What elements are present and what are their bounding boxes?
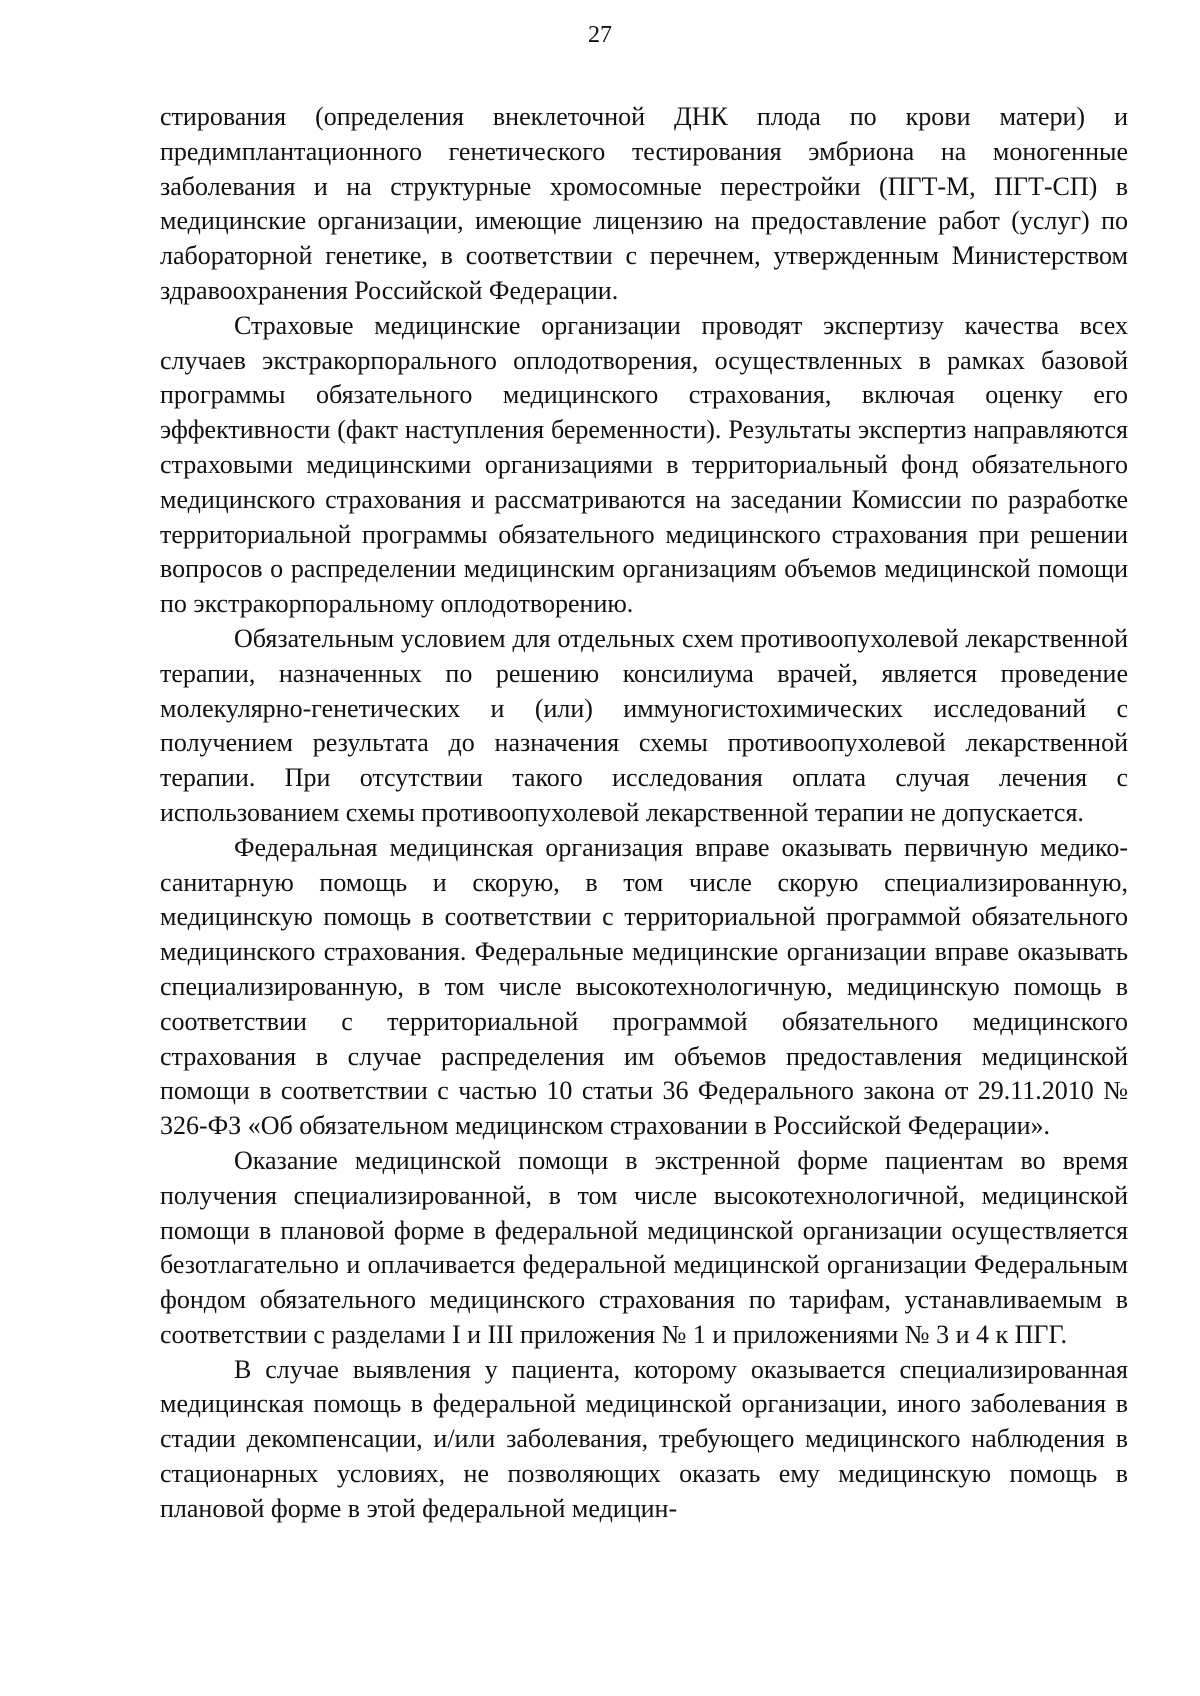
paragraph-antitumor-therapy: Обязательным условием для отдельных схем противоопухолевой лекарственной терапии, назначенных по решению консилиума врачей, является проведение молекулярно-генетических и (или) иммуногистохимических исследований с получением результата до назначения схемы противоопухолевой лекарственной терапии. При отсутствии такого исследования оплата случая лечения с использованием схемы противоопухолевой лекарственной терапии не допускается. [160,623,1128,827]
page-number: 27 [588,22,612,48]
paragraph-decompensation-case: В случае выявления у пациента, которому оказывается специализированная медицинская помощь в федеральной медицинской организации, иного заболевания в стадии декомпенсации, и/или заболевания, требующего медицинского наблюдения в стационарных условиях, не позволяющих оказать ему медицинскую помощь в плановой форме в этой федеральной медицин- [160,1354,1128,1523]
paragraph-federal-organization: Федеральная медицинская организация вправе оказывать первичную медико-санитарную помощь и скорую, в том числе скорую специализированную, медицинскую помощь в соответствии с территориальной программой обязательного медицинского страхования. Федеральные медицинские организации вправе оказывать специализированную, в том числе высокотехнологичную, медицинскую помощь в соответствии с территориальной программой обязательного медицинского страхования в случае распределения им объемов предоставления медицинской помощи в соответствии с частью 10 статьи 36 Федерального закона от 29.11.2010 № 326-ФЗ «Об обязательном медицинском страховании в Российской Федерации». [160,832,1128,1141]
paragraph-emergency-care: Оказание медицинской помощи в экстренной форме пациентам во время получения специализированной, в том числе высокотехнологичной, медицинской помощи в плановой форме в федеральной медицинской организации осуществляется безотлагательно и оплачивается федеральной медицинской организации Федеральным фондом обязательного медицинского страхования по тарифам, устанавливаемым в соответствии с разделами I и III приложения № 1 и приложениями № 3 и 4 к ПГГ. [160,1145,1128,1349]
document-body [160,100,1128,1527]
paragraph-insurance-expertise: Страховые медицинские организации проводят экспертизу качества всех случаев экстракорпорального оплодотворения, осуществленных в рамках базовой программы обязательного медицинского страхования, включая оценку его эффективности (факт наступления беременности). Результаты экспертиз направляются страховыми медицинскими организациями в территориальный фонд обязательного медицинского страхования и рассматриваются на заседании Комиссии по разработке территориальной программы обязательного медицинского страхования при решении вопросов о распределении медицинским организациям объемов медицинской помощи по экстракорпоральному оплодотворению. [160,310,1128,619]
paragraph-continuation: стирования (определения внеклеточной ДНК плода по крови матери) и предимплантационного генетического тестирования эмбриона на моногенные заболевания и на структурные хромосомные перестройки (ПГТ-М, ПГТ-СП) в медицинские организации, имеющие лицензию на предоставление работ (услуг) по лабораторной генетике, в соответствии с перечнем, утвержденным Министерством здравоохранения Российской Федерации. [160,102,1128,305]
